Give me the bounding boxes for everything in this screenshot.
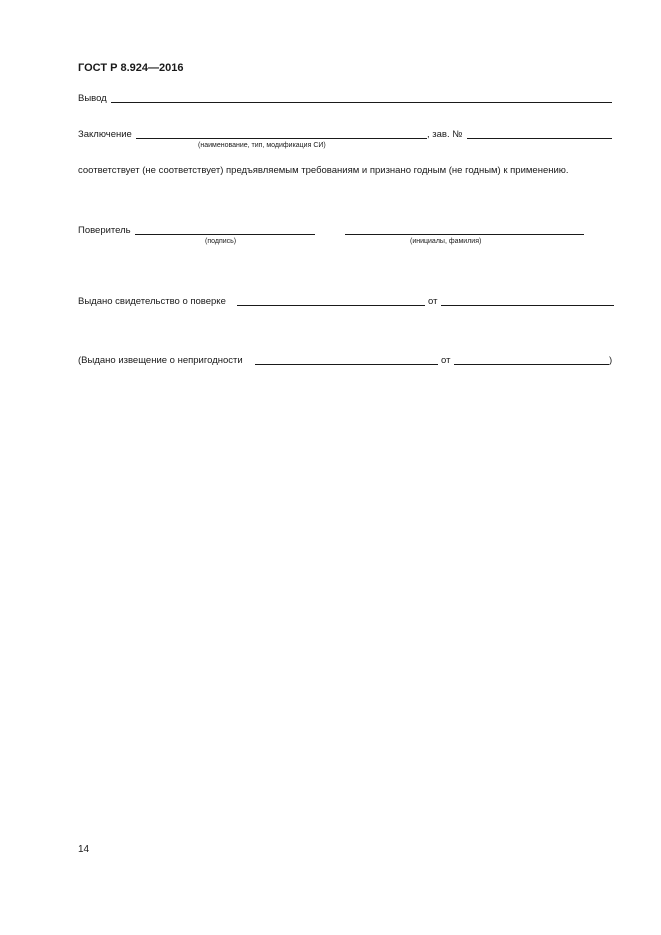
notice-closing-parenthesis: ) [609,355,613,366]
certificate-date-label: от [428,296,438,307]
name-caption: (инициалы, фамилия) [410,238,482,245]
certificate-date-field-line[interactable] [441,305,614,306]
serial-number-field-line[interactable] [467,138,612,139]
certificate-label: Выдано свидетельство о поверке [78,296,226,307]
unfitness-notice-label: (Выдано извещение о непригодности [78,355,243,366]
verifier-label: Поверитель [78,225,131,236]
conclusion-label: Вывод [78,93,107,104]
conclusion-field-line[interactable] [111,102,612,103]
verdict-instrument-field-line[interactable] [136,138,427,139]
notice-date-field-line[interactable] [454,364,609,365]
certificate-number-field-line[interactable] [237,305,425,306]
serial-number-label: , зав. № [427,129,463,140]
document-standard-title: ГОСТ Р 8.924—2016 [78,62,184,74]
notice-date-label: от [441,355,451,366]
notice-number-field-line[interactable] [255,364,438,365]
verdict-field-caption: (наименование, тип, модификация СИ) [198,142,326,149]
name-field-line[interactable] [345,234,584,235]
compliance-statement: соответствует (не соответствует) предъявляемым требованиям и признано годным (не годным) к применению. [78,165,569,176]
verdict-label: Заключение [78,129,132,140]
signature-field-line[interactable] [135,234,315,235]
signature-caption: (подпись) [205,238,237,245]
page-number: 14 [78,844,90,855]
